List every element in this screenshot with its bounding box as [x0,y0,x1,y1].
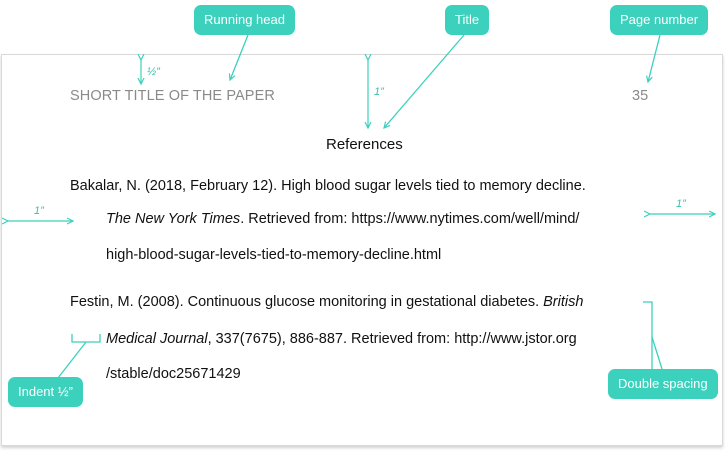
ref2-line3: /stable/doc25671429 [106,366,241,382]
ref1-journal: The New York Times [106,211,241,227]
page-number-badge: Page number [610,5,708,35]
double-spacing-badge: Double spacing [608,369,718,399]
ref2-journal-part1: British [543,294,584,310]
ref2-line2-rest: , 337(7675), 886-887. Retrieved from: http://www.jstor.org [207,331,577,347]
running-head-pointer [230,35,248,80]
page-number-pointer [648,35,660,82]
left-margin-label: 1” [34,205,44,217]
half-inch-label: ½” [147,66,160,78]
indent-bracket [72,334,100,342]
running-head-badge: Running head [194,5,295,35]
ref2-journal-part2: Medical Journal [106,331,208,347]
ref2-line1-plain: Festin, M. (2008). Continuous glucose monitoring in gestational diabetes. [70,294,544,310]
right-margin-label: 1” [676,198,686,210]
ref1-line1: Bakalar, N. (2018, February 12). High blood sugar levels tied to memory decline. [70,178,586,194]
double-spacing-bracket [643,302,652,372]
title-pointer [384,35,464,128]
indent-badge: Indent ½” [8,377,83,407]
indent-pointer [58,342,86,378]
running-head-text: SHORT TITLE OF THE PAPER [70,88,275,104]
page-number-text: 35 [632,88,649,104]
references-title: References [326,136,403,153]
title-spacing-label: 1” [374,86,384,98]
double-spacing-pointer [652,337,662,369]
title-badge: Title [445,5,489,35]
ref1-line3: high-blood-sugar-levels-tied-to-memory-decline.html [106,247,442,263]
ref1-line2-rest: . Retrieved from: https://www.nytimes.com/well/mind/ [240,211,580,227]
